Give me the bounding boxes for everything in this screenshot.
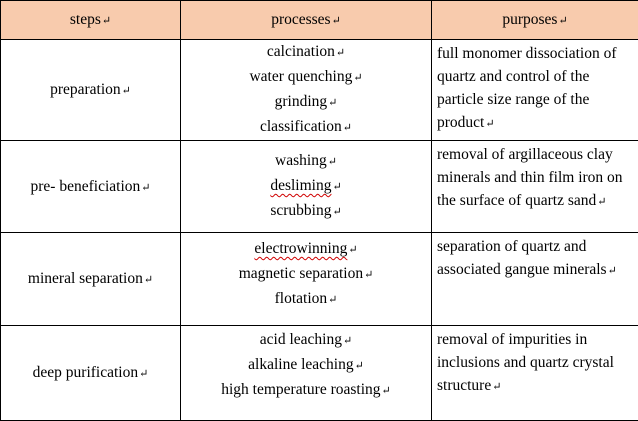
header-row [1, 1, 638, 40]
purpose-cell: removal of argillaceous clay minerals and thin film iron on the surface of quartz sand↵ [432, 141, 638, 233]
process-item: desliming↵ [181, 174, 431, 199]
step-cell: pre- beneficiation↵ [1, 141, 181, 233]
process-item: washing↵ [181, 149, 431, 174]
header-purposes: purposes↵ [432, 1, 638, 40]
processes-cell [181, 326, 432, 421]
step-cell: preparation↵ [1, 40, 181, 141]
process-item: flotation↵ [181, 287, 431, 312]
table-row [1, 40, 638, 141]
process-item: classification↵ [181, 115, 431, 140]
paragraph-mark-icon: ↵ [332, 15, 341, 27]
table-row [1, 326, 638, 421]
process-item: high temperature roasting↵ [181, 378, 431, 403]
process-item: electrowinning↵ [181, 237, 431, 262]
purpose-cell: full monomer dissociation of quartz and control of the particle size range of the product↵ [432, 40, 638, 141]
step-cell: deep purification↵ [1, 326, 181, 421]
header-processes: processes↵ [181, 1, 432, 40]
step-cell: mineral separation↵ [1, 233, 181, 326]
purpose-cell: separation of quartz and associated gangue minerals↵ [432, 233, 638, 326]
process-item: magnetic separation↵ [181, 262, 431, 287]
process-item: acid leaching↵ [181, 328, 431, 353]
processes-cell [181, 233, 432, 326]
process-item: grinding↵ [181, 90, 431, 115]
purpose-cell: removal of impurities in inclusions and quartz crystal structure↵ [432, 326, 638, 421]
paragraph-mark-icon: ↵ [558, 15, 567, 27]
header-steps: steps↵ [1, 1, 181, 40]
process-item: scrubbing↵ [181, 199, 431, 224]
processes-cell [181, 141, 432, 233]
paragraph-mark-icon: ↵ [144, 274, 153, 286]
paragraph-mark-icon: ↵ [102, 15, 111, 27]
table-row [1, 141, 638, 233]
process-item: water quenching↵ [181, 65, 431, 90]
paragraph-mark-icon: ↵ [122, 85, 131, 97]
paragraph-mark-icon: ↵ [141, 182, 150, 194]
process-item: alkaline leaching↵ [181, 353, 431, 378]
table-row [1, 233, 638, 326]
process-item: calcination↵ [181, 40, 431, 65]
processes-cell [181, 40, 432, 141]
paragraph-mark-icon: ↵ [139, 368, 148, 380]
